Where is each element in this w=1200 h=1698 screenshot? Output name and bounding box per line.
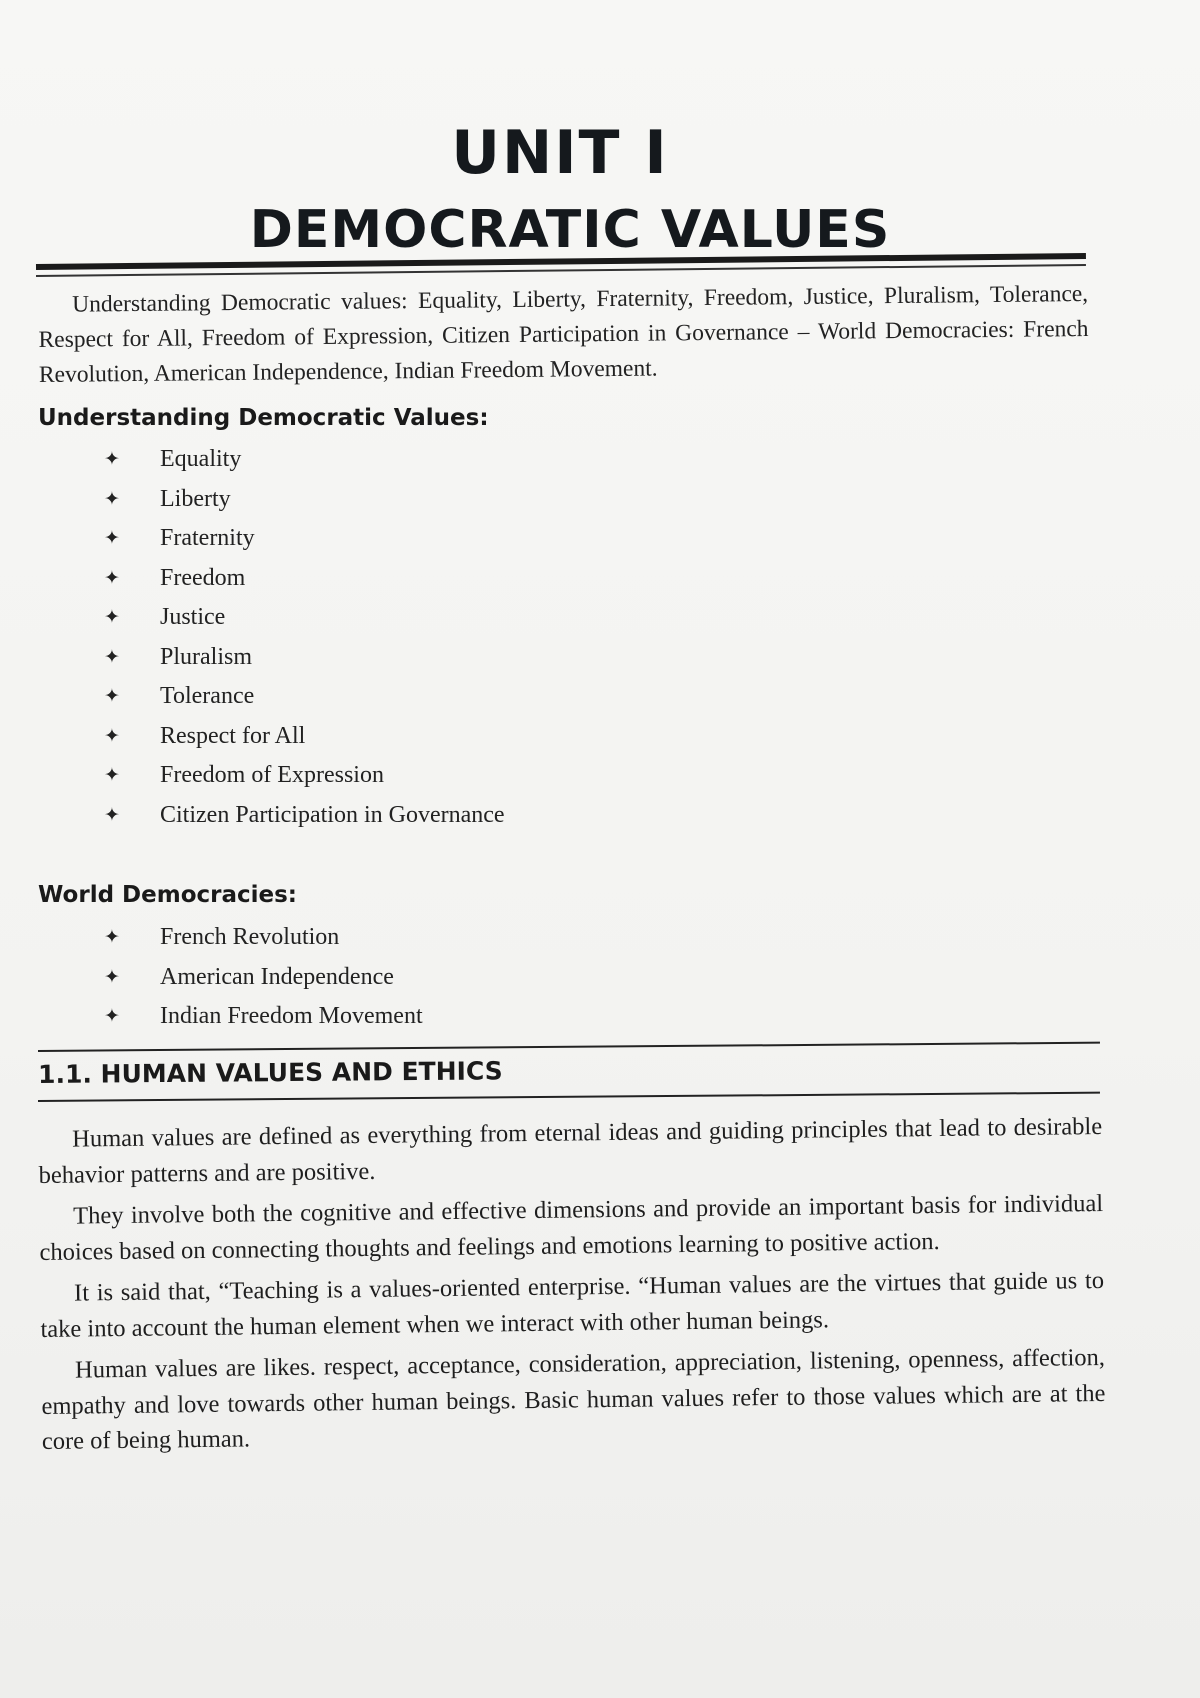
list-item-label: Pluralism (160, 643, 253, 670)
paragraph: It is said that, “Teaching is a values-oriented enterprise. “Human values are the virtues that guide us to take into account the human element when we interact with other human beings. (40, 1266, 1105, 1343)
chapter-title: DEMOCRATIC VALUES (249, 200, 891, 260)
diamond-bullet-icon: ✦ (104, 965, 120, 988)
list-item-label: Respect for All (160, 722, 306, 749)
list-item-label: Fraternity (160, 525, 255, 551)
list-item (104, 796, 505, 836)
diamond-bullet-icon: ✦ (104, 926, 120, 948)
diamond-bullet-icon: ✦ (104, 685, 120, 707)
diamond-bullet-icon: ✦ (104, 487, 120, 510)
paragraph: Human values are defined as everything from eternal ideas and guiding principles that lead to desirable behavior patterns and are positive. (38, 1113, 1103, 1189)
list-item (104, 598, 505, 638)
list-item (104, 717, 505, 757)
list-item (104, 918, 423, 958)
list-item-label: Equality (160, 446, 242, 472)
unit-title: UNIT I (451, 118, 669, 188)
list-item-label: Tolerance (160, 683, 255, 709)
diamond-bullet-icon: ✦ (104, 527, 120, 549)
diamond-bullet-icon: ✦ (104, 606, 120, 628)
list-item-label: American Independence (160, 963, 394, 990)
list-item (104, 638, 505, 678)
section-heading-world-democracies: World Democracies: (38, 882, 298, 908)
list-item-label: Indian Freedom Movement (160, 1003, 423, 1029)
section-rule-top (38, 1042, 1100, 1052)
democratic-values-list (104, 440, 505, 835)
list-item (104, 559, 505, 599)
world-democracies-list (104, 918, 423, 1037)
list-item (104, 440, 505, 480)
list-item (104, 997, 423, 1037)
subsection-heading: 1.1. HUMAN VALUES AND ETHICS (38, 1056, 503, 1089)
list-item-label: Freedom of Expression (160, 762, 384, 788)
list-item-label: Citizen Participation in Governance (160, 801, 505, 828)
diamond-bullet-icon: ✦ (104, 566, 120, 589)
list-item-label: Freedom (160, 564, 246, 591)
diamond-bullet-icon: ✦ (104, 1005, 120, 1027)
diamond-bullet-icon: ✦ (104, 803, 120, 826)
section-heading-democratic-values: Understanding Democratic Values: (38, 405, 489, 431)
paragraph: Human values are likes. respect, acceptance, consideration, appreciation, listening, openness, affection, empathy and love towards other human beings. Basic human values refer to those values which are at the core of being human. (41, 1343, 1106, 1455)
list-item-label: Justice (160, 604, 226, 630)
body-text (38, 1109, 1106, 1465)
diamond-bullet-icon: ✦ (104, 724, 120, 747)
list-item (104, 958, 423, 998)
list-item (104, 480, 505, 520)
list-item (104, 677, 505, 717)
diamond-bullet-icon: ✦ (104, 764, 120, 786)
list-item-label: French Revolution (160, 924, 340, 950)
paragraph: They involve both the cognitive and effective dimensions and provide an important basis for individual choices based on connecting thoughts and feelings and emotions learning to positive action. (39, 1189, 1104, 1266)
section-rule-bottom (38, 1092, 1100, 1102)
list-item (104, 756, 505, 796)
diamond-bullet-icon: ✦ (104, 448, 120, 470)
syllabus-summary: Understanding Democratic values: Equality, Liberty, Fraternity, Freedom, Justice, Pluralism, Tolerance, Respect for All, Freedom of Expression, Citizen Participation in Governance – World Democracies: French Revolution, American Independence, Indian Freedom Movement. (38, 281, 1089, 388)
list-item-label: Liberty (160, 485, 231, 512)
list-item (104, 519, 505, 559)
diamond-bullet-icon: ✦ (104, 645, 120, 668)
